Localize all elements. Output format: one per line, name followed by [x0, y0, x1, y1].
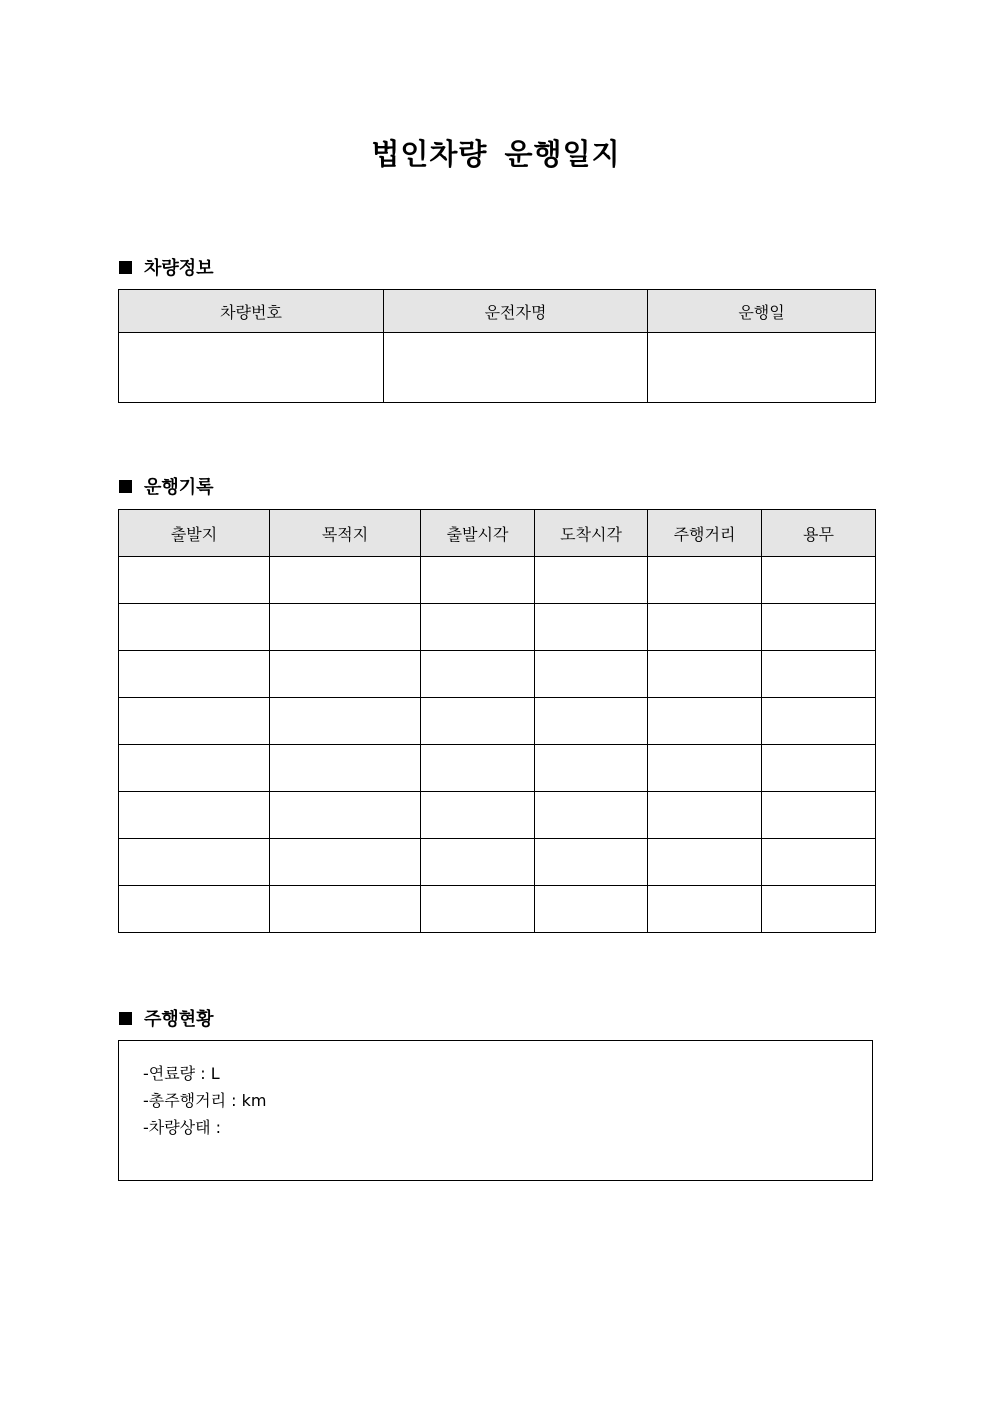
table-header-row	[119, 510, 876, 557]
table-cell[interactable]	[270, 792, 421, 839]
table-cell[interactable]	[762, 557, 876, 604]
table-cell[interactable]	[421, 792, 535, 839]
table-cell[interactable]	[535, 792, 648, 839]
table-cell[interactable]	[648, 839, 762, 886]
table-cell[interactable]	[119, 651, 270, 698]
header-cell-vehicle-number: 차량번호	[119, 290, 384, 333]
header-cell-purpose: 용무	[762, 510, 876, 557]
header-cell-driver-name: 운전자명	[384, 290, 648, 333]
header-cell-arrival-time: 도착시각	[535, 510, 648, 557]
section-heading-label: 차량정보	[144, 258, 214, 279]
square-bullet-icon	[119, 480, 132, 493]
section-heading-label: 운행기록	[144, 477, 214, 498]
table-cell[interactable]	[270, 886, 421, 933]
table-cell[interactable]	[648, 792, 762, 839]
square-bullet-icon	[119, 1012, 132, 1025]
table-cell[interactable]	[762, 839, 876, 886]
table-row	[119, 792, 876, 839]
table-row	[119, 333, 876, 403]
table-cell[interactable]	[648, 557, 762, 604]
header-cell-driving-date: 운행일	[648, 290, 876, 333]
table-row	[119, 839, 876, 886]
table-row	[119, 745, 876, 792]
table-cell[interactable]	[119, 886, 270, 933]
section-heading-label: 주행현황	[144, 1009, 214, 1030]
section-heading-driving-status	[119, 1005, 214, 1031]
header-cell-departure: 출발지	[119, 510, 270, 557]
table-cell[interactable]	[648, 745, 762, 792]
vehicle-number-cell[interactable]	[119, 333, 384, 403]
table-cell[interactable]	[535, 698, 648, 745]
fuel-amount-line: -연료량 : L	[143, 1064, 220, 1083]
table-cell[interactable]	[421, 698, 535, 745]
table-cell[interactable]	[270, 745, 421, 792]
vehicle-info-table	[118, 289, 876, 403]
table-cell[interactable]	[270, 839, 421, 886]
table-row	[119, 886, 876, 933]
total-distance-line: -총주행거리 : km	[143, 1091, 267, 1110]
table-cell[interactable]	[762, 698, 876, 745]
table-cell[interactable]	[762, 886, 876, 933]
table-cell[interactable]	[762, 792, 876, 839]
table-cell[interactable]	[535, 745, 648, 792]
table-row	[119, 557, 876, 604]
table-cell[interactable]	[421, 886, 535, 933]
table-cell[interactable]	[270, 557, 421, 604]
table-cell[interactable]	[535, 557, 648, 604]
table-cell[interactable]	[270, 604, 421, 651]
header-cell-distance: 주행거리	[648, 510, 762, 557]
table-cell[interactable]	[119, 792, 270, 839]
table-cell[interactable]	[762, 745, 876, 792]
header-cell-departure-time: 출발시각	[421, 510, 535, 557]
table-row	[119, 651, 876, 698]
table-cell[interactable]	[421, 557, 535, 604]
table-cell[interactable]	[119, 604, 270, 651]
header-cell-destination: 목적지	[270, 510, 421, 557]
document-title: 법인차량 운행일지	[371, 137, 621, 171]
table-cell[interactable]	[762, 604, 876, 651]
driving-date-cell[interactable]	[648, 333, 876, 403]
table-cell[interactable]	[648, 651, 762, 698]
table-cell[interactable]	[762, 651, 876, 698]
table-cell[interactable]	[535, 651, 648, 698]
table-row	[119, 698, 876, 745]
table-cell[interactable]	[119, 745, 270, 792]
table-cell[interactable]	[648, 886, 762, 933]
table-cell[interactable]	[270, 651, 421, 698]
driving-status-box[interactable]	[118, 1040, 873, 1181]
table-cell[interactable]	[535, 886, 648, 933]
table-cell[interactable]	[648, 604, 762, 651]
table-row	[119, 604, 876, 651]
section-heading-vehicle-info	[119, 254, 214, 280]
table-cell[interactable]	[270, 698, 421, 745]
vehicle-condition-line: -차량상태 :	[143, 1118, 222, 1137]
table-cell[interactable]	[535, 839, 648, 886]
square-bullet-icon	[119, 261, 132, 274]
table-header-row	[119, 290, 876, 333]
table-cell[interactable]	[421, 651, 535, 698]
section-heading-trip-log	[119, 473, 214, 499]
table-cell[interactable]	[648, 698, 762, 745]
table-cell[interactable]	[119, 557, 270, 604]
table-cell[interactable]	[421, 604, 535, 651]
table-cell[interactable]	[535, 604, 648, 651]
trip-log-table	[118, 509, 876, 933]
driver-name-cell[interactable]	[384, 333, 648, 403]
table-cell[interactable]	[119, 698, 270, 745]
table-cell[interactable]	[421, 839, 535, 886]
table-cell[interactable]	[119, 839, 270, 886]
table-cell[interactable]	[421, 745, 535, 792]
